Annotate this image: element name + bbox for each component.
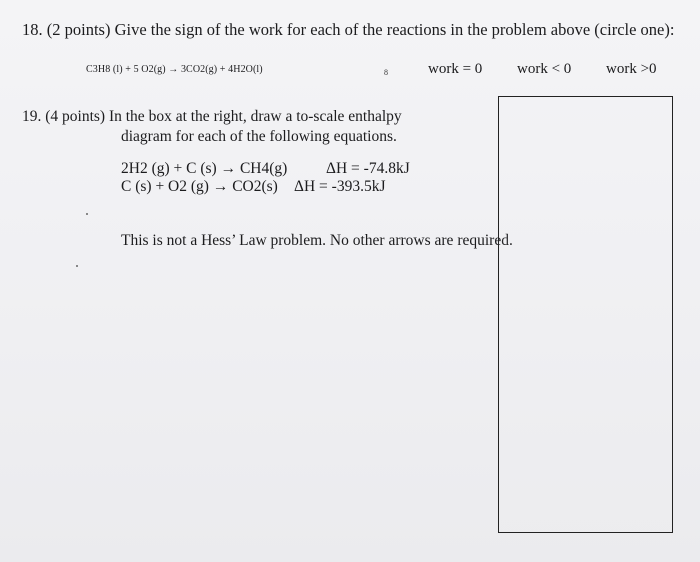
q19-heading xyxy=(22,108,402,126)
stray-mark: 8 xyxy=(384,68,388,77)
paper-speck xyxy=(86,213,88,215)
q19-number: 19. xyxy=(22,108,42,125)
choice-work-zero[interactable]: work = 0 xyxy=(428,61,483,77)
q18-number: 18. xyxy=(22,20,43,39)
q19-note: This is not a Hess’ Law problem. No other arrows are required. xyxy=(121,232,513,249)
q19-line2: diagram for each of the following equations. xyxy=(121,128,397,145)
q19-line1: (4 points) In the box at the right, draw a to-scale enthalpy xyxy=(45,108,402,125)
equation-2: C (s) + O2 (g) → CO2(s) xyxy=(121,178,278,195)
q18-reaction: C3H8 (l) + 5 O2(g) → 3CO2(g) + 4H2O(l) xyxy=(86,64,263,75)
q18-text: (2 points) Give the sign of the work for each of the reactions in the problem above (circle one): xyxy=(46,20,675,39)
q18-heading xyxy=(22,20,674,40)
enthalpy-diagram-box[interactable] xyxy=(498,96,673,533)
equation-1: 2H2 (g) + C (s) → CH4(g) xyxy=(121,160,288,177)
choice-work-positive[interactable]: work >0 xyxy=(606,61,657,77)
paper-speck xyxy=(76,265,78,267)
equation-1-delta-h: ΔH = -74.8kJ xyxy=(326,160,410,177)
equation-2-delta-h: ΔH = -393.5kJ xyxy=(294,178,386,195)
choice-work-negative[interactable]: work < 0 xyxy=(517,61,572,77)
